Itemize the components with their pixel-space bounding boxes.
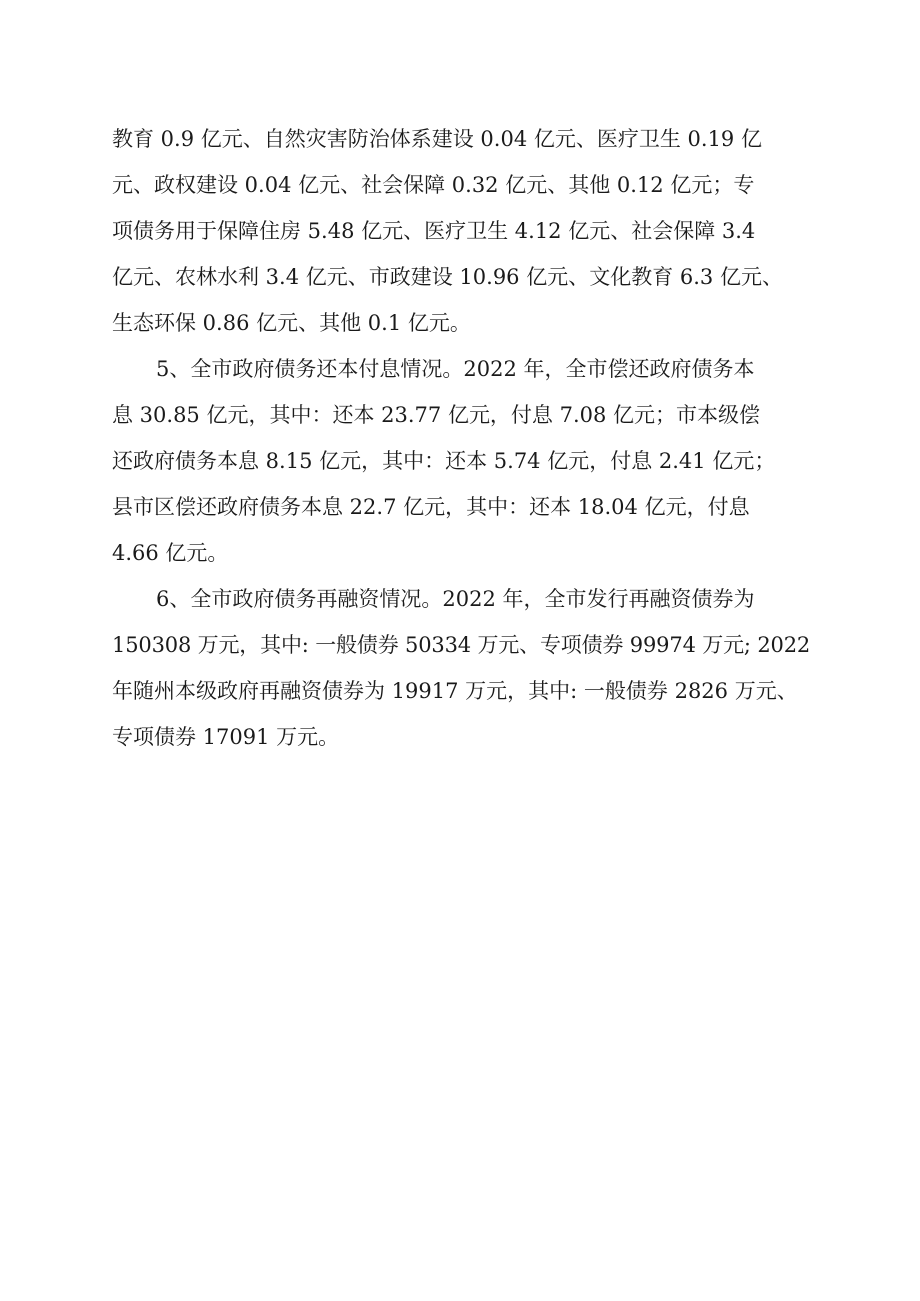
text-line: 元、政权建设 0.04 亿元、社会保障 0.32 亿元、其他 0.12 亿元；专 xyxy=(112,173,755,197)
text-line: 教育 0.9 亿元、自然灾害防治体系建设 0.04 亿元、医疗卫生 0.19 亿 xyxy=(112,127,762,151)
text-line: 4.66 亿元。 xyxy=(112,541,229,565)
text-line: 县市区偿还政府债务本息 22.7 亿元，其中：还本 18.04 亿元，付息 xyxy=(112,495,750,519)
paragraph-debt-refinancing xyxy=(112,576,810,760)
document-body xyxy=(112,116,810,760)
text-line: 项债务用于保障住房 5.48 亿元、医疗卫生 4.12 亿元、社会保障 3.4 xyxy=(112,219,756,243)
text-line: 还政府债务本息 8.15 亿元，其中：还本 5.74 亿元，付息 2.41 亿元； xyxy=(112,449,776,473)
text-line: 专项债券 17091 万元。 xyxy=(112,725,340,749)
text-line: 年随州本级政府再融资债券为 19917 万元，其中: 一般债券 2826 万元、 xyxy=(112,679,798,703)
paragraph-special-debt-usage xyxy=(112,116,810,346)
text-line: 6、全市政府债务再融资情况。2022 年，全市发行再融资债券为 xyxy=(156,587,755,611)
text-line: 息 30.85 亿元，其中：还本 23.77 亿元，付息 7.08 亿元；市本级偿 xyxy=(112,403,761,427)
text-line: 150308 万元，其中: 一般债券 50334 万元、专项债券 99974 万元; 2022 xyxy=(112,633,811,657)
text-line: 亿元、农林水利 3.4 亿元、市政建设 10.96 亿元、文化教育 6.3 亿元、 xyxy=(112,265,783,289)
text-line: 5、全市政府债务还本付息情况。2022 年，全市偿还政府债务本 xyxy=(156,357,755,381)
paragraph-debt-repayment xyxy=(112,346,810,576)
text-line: 生态环保 0.86 亿元、其他 0.1 亿元。 xyxy=(112,311,471,335)
